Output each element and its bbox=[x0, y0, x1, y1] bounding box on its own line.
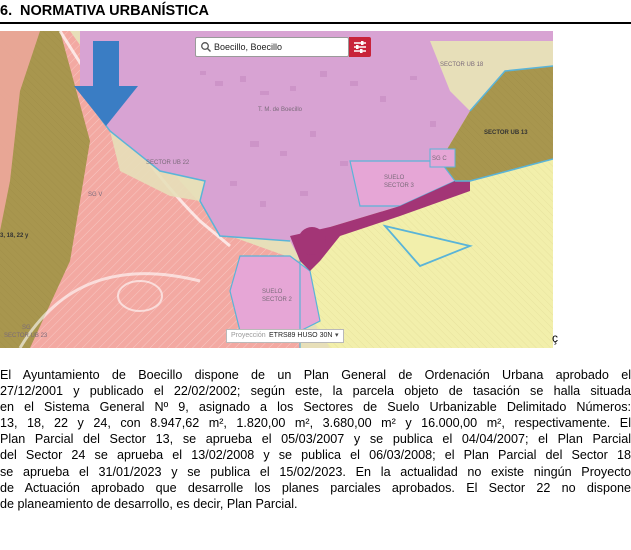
label-left-numbers: 3, 18, 22 y bbox=[0, 233, 29, 239]
label-suelo-3: SUELO bbox=[384, 175, 405, 181]
section-number: 6. bbox=[0, 3, 13, 19]
label-sector-3: SECTOR 3 bbox=[384, 183, 414, 189]
paragraph-line: El Ayuntamiento de Boecillo dispone de un Plan General de Ordenación Urbana aprobado el bbox=[0, 368, 631, 382]
side-mark: ç bbox=[552, 331, 558, 345]
paragraph-line: se aprueba el 31/01/2023 y se publica el 15/02/2023. En la actualidad no existe ningún Proyecto bbox=[0, 464, 631, 479]
projection-label: Proyección bbox=[231, 332, 266, 339]
label-sg: SG bbox=[22, 325, 31, 331]
label-sg-c: SG C bbox=[432, 156, 447, 162]
paragraph-line: en el Sistema General Nº 9, asignado a los Sectores de Suelo Urbanizable Delimitado Números: bbox=[0, 400, 631, 415]
paragraph-line: Plan Parcial del Sector 13, se aprueba el 05/03/2007 y se publica el 04/04/2007; el Plan Parcial bbox=[0, 432, 631, 447]
heading-underline bbox=[0, 22, 631, 24]
sliders-icon bbox=[349, 37, 371, 57]
paragraph-line: 13, 18, 22 y 24, con 8.947,62 m², 1.820,00 m², 3.680,00 m² y 16.000,00 m², respectivamente. El bbox=[0, 416, 631, 431]
search-icon bbox=[200, 41, 212, 53]
paragraph-line: de Actuación aprobado que desarrolle los planes parciales aprobados. El Sector 22 no dispone bbox=[0, 480, 631, 495]
label-sector-2: SECTOR 2 bbox=[262, 297, 292, 303]
paragraph-line: de planeamiento de desarrollo, es decir, Plan Parcial. bbox=[0, 496, 298, 511]
section-title: NORMATIVA URBANÍSTICA bbox=[20, 3, 210, 19]
paragraph-line: del Sector 24 se aprueba el 13/02/2008 y se publica el 06/03/2008; el Plan Parcial del Sector 18 bbox=[0, 448, 631, 463]
chevron-down-icon: ▾ bbox=[335, 332, 339, 339]
label-sector-ub23: SECTOR UB 23 bbox=[4, 333, 48, 339]
section-heading bbox=[0, 3, 631, 23]
label-suelo-2: SUELO bbox=[262, 289, 283, 295]
filter-button[interactable] bbox=[349, 37, 371, 57]
urban-planning-map[interactable] bbox=[0, 31, 553, 348]
label-sector-ub22: SECTOR UB 22 bbox=[146, 160, 190, 166]
map-canvas bbox=[0, 31, 553, 348]
label-town: T. M. de Boecillo bbox=[258, 107, 303, 113]
label-sector-ub13: SECTOR UB 13 bbox=[484, 130, 528, 136]
map-search-box[interactable] bbox=[195, 37, 349, 57]
label-sg-v: SG V bbox=[88, 192, 103, 198]
projection-selector[interactable] bbox=[226, 329, 344, 343]
label-sector-ub18: SECTOR UB 18 bbox=[440, 62, 484, 68]
projection-value: ETRS89 HUSO 30N bbox=[269, 332, 333, 339]
paragraph-line: 27/12/2001 y publicado el 22/02/2002; según este, la parcela objeto de tasación se halla situada bbox=[0, 384, 631, 399]
search-input-value: Boecillo, Boecillo bbox=[214, 42, 283, 52]
body-paragraph bbox=[0, 367, 631, 512]
